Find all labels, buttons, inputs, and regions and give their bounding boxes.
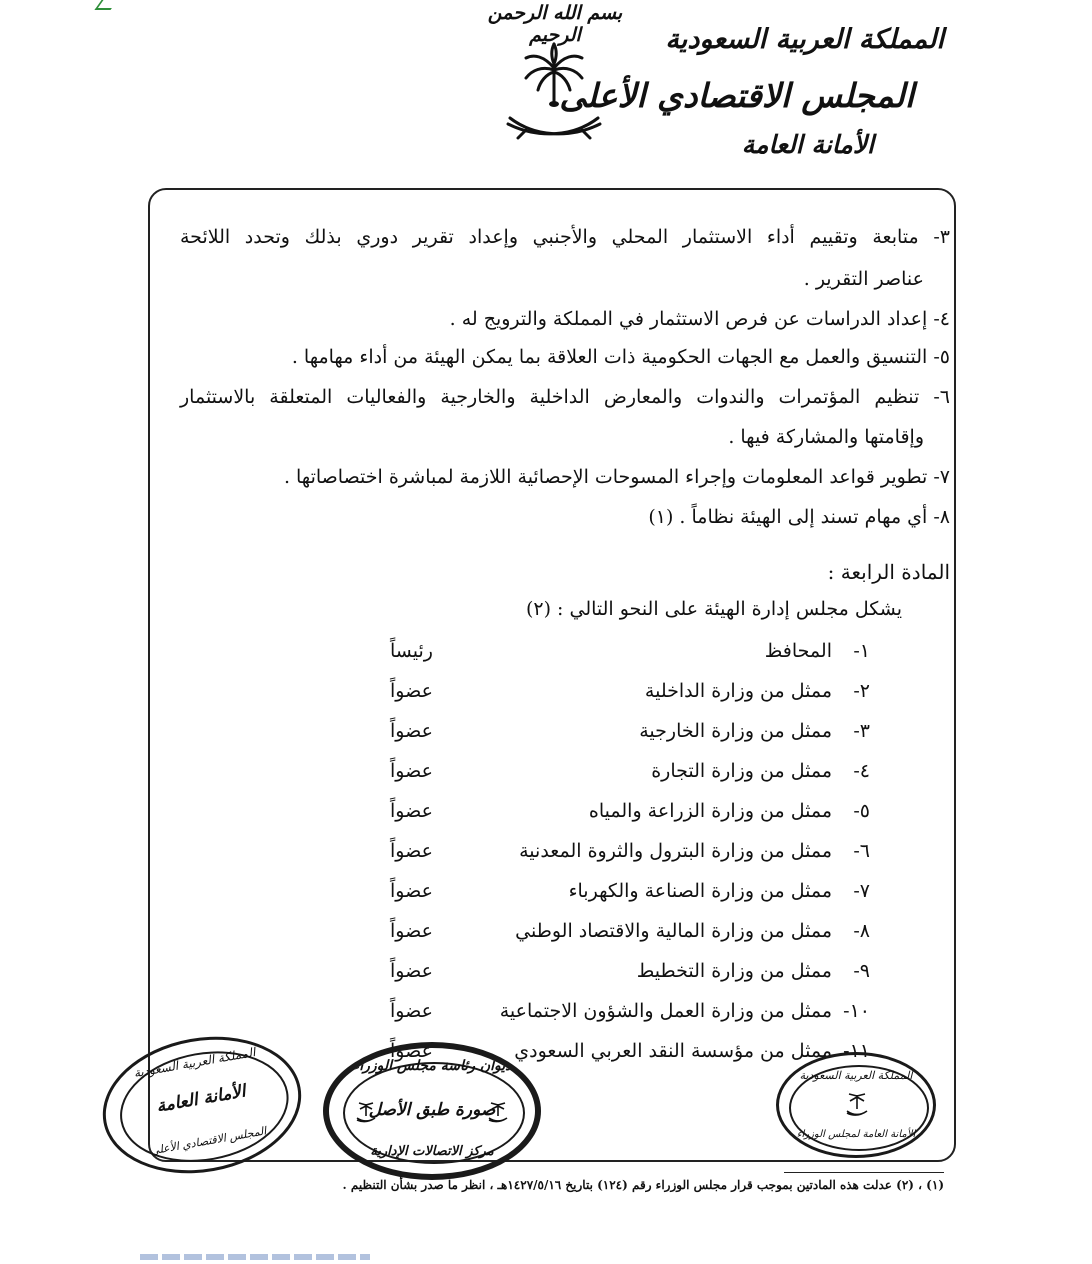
member-row: ٢- ممثل من وزارة الداخلية عضواً xyxy=(390,680,870,702)
palm-swords-emblem-icon xyxy=(487,1100,509,1126)
paragraph-6-line-2: وإقامتها والمشاركة فيها . xyxy=(728,426,924,448)
paragraph-6-line-1: ٦- تنظيم المؤتمرات والندوات والمعارض الداخلية والخارجية والفعاليات المتعلقة بالاستثمار xyxy=(180,386,950,408)
paragraph-7: ٧- تطوير قواعد المعلومات وإجراء المسوحات الإحصائية اللازمة لمباشرة اختصاصاتها . xyxy=(283,466,950,488)
paragraph-8: ٨- أي مهام تسند إلى الهيئة نظاماً . (١) xyxy=(648,506,950,528)
header-kingdom: المملكة العربية السعودية xyxy=(665,24,944,55)
article-4-title: المادة الرابعة : xyxy=(827,560,950,584)
paragraph-3-line-2: عناصر التقرير . xyxy=(803,268,924,290)
basmala: بسم الله الرحمن الرحيم xyxy=(487,2,623,46)
footnote: (١) ، (٢) عدلت هذه المادتين بموجب قرار مجلس الوزراء رقم (١٢٤) بتاريخ ١٤٢٧/٥/١٦هـ ، انظر ما صدر بشأن التنظيم . xyxy=(342,1178,944,1192)
member-row: ١١- ممثل من مؤسسة النقد العربي السعودي عضواً xyxy=(390,1040,870,1062)
scan-edge-strip xyxy=(140,1254,370,1260)
article-4-intro: يشكل مجلس إدارة الهيئة على النحو التالي : (٢) xyxy=(525,598,902,620)
palm-swords-emblem-icon xyxy=(355,1100,377,1126)
paragraph-4: ٤- إعداد الدراسات عن فرص الاستثمار في المملكة والترويج له . xyxy=(449,308,950,330)
stamp-economic-council: المملكة العربية السعودية الأمانة العامة المجلس الاقتصادي الأعلى xyxy=(92,1022,312,1189)
corner-scan-mark xyxy=(94,0,117,10)
stamp-cabinet-secretariat: المملكة العربية السعودية الأمانة العامة لمجلس الوزراء xyxy=(776,1052,936,1158)
stamp-true-copy: ديوان رئاسة مجلس الوزراء صورة طبق الأصل مركز الاتصالات الإدارية xyxy=(323,1042,541,1180)
member-row: ٨- ممثل من وزارة المالية والاقتصاد الوطني عضواً xyxy=(390,920,870,942)
header-secretariat: الأمانة العامة xyxy=(741,130,874,159)
header-council: المجلس الاقتصادي الأعلى xyxy=(559,76,914,115)
member-row: ٩- ممثل من وزارة التخطيط عضواً xyxy=(390,960,870,982)
member-row: ٣- ممثل من وزارة الخارجية عضواً xyxy=(390,720,870,742)
palm-swords-emblem-icon xyxy=(845,1091,869,1119)
member-row: ١٠- ممثل من وزارة العمل والشؤون الاجتماعية عضواً xyxy=(390,1000,870,1022)
member-row: ٧- ممثل من وزارة الصناعة والكهرباء عضواً xyxy=(390,880,870,902)
paragraph-5: ٥- التنسيق والعمل مع الجهات الحكومية ذات العلاقة بما يمكن الهيئة من أداء مهامها . xyxy=(291,346,950,368)
member-row: ٤- ممثل من وزارة التجارة عضواً xyxy=(390,760,870,782)
paragraph-3-line-1: ٣- متابعة وتقييم أداء الاستثمار المحلي والأجنبي وإعداد تقرير دوري بذلك وتحدد اللائحة xyxy=(180,226,951,248)
footnote-rule xyxy=(784,1172,944,1173)
member-row: ٦- ممثل من وزارة البترول والثروة المعدنية عضواً xyxy=(390,840,870,862)
member-row: ١- المحافظ رئيساً xyxy=(390,640,870,662)
member-row: ٥- ممثل من وزارة الزراعة والمياه عضواً xyxy=(390,800,870,822)
